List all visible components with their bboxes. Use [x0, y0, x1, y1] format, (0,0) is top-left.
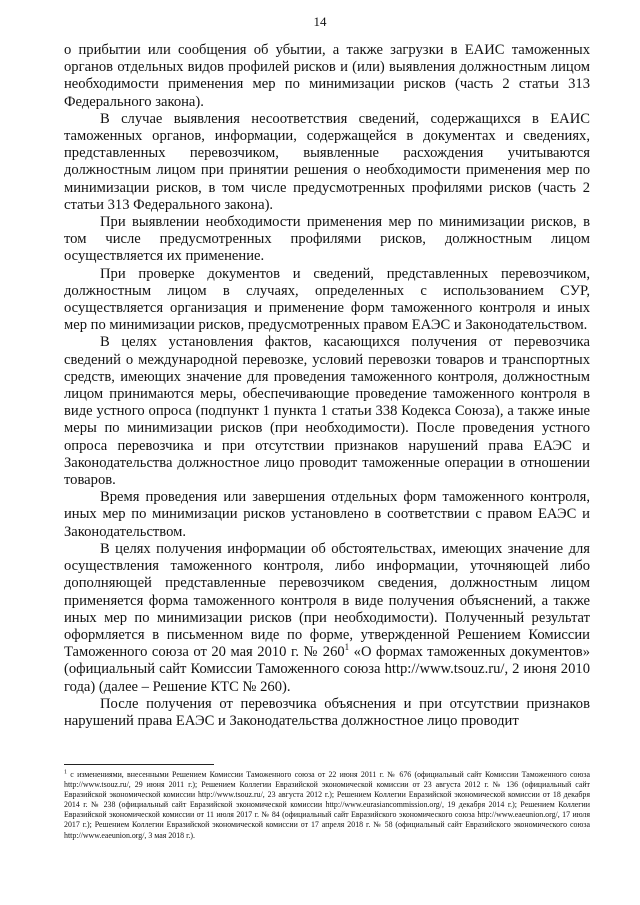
page-number: 14 — [313, 14, 327, 29]
footnote — [64, 770, 590, 841]
footnote-marker: 1 — [64, 769, 67, 776]
paragraph-6: Время проведения или завершения отдельных форм таможенного контроля, иных мер по минимизации рисков установлено в соответствии с правом ЕАЭС и Законодательством. — [64, 489, 590, 540]
paragraph-4: При проверке документов и сведений, представленных перевозчиком, должностным лицом в случаях, определенных с использованием СУР, осуществляется организация и применение форм таможенного контроля и иных мер по минимизации рисков, предусмотренных правом ЕАЭС и Законодательством. — [64, 265, 590, 334]
paragraph-5: В целях установления фактов, касающихся получения от перевозчика сведений о международной перевозке, условий перевозки товаров и транспортных средств, имеющих значение для проведения таможенного контроля, должностным лицом принимаются меры, обеспечивающие проведение таможенного контроля в виде устного опроса (подпункт 1 пункта 1 статьи 338 Кодекса Союза), а также иные меры по минимизации рисков (при необходимости). После проведения устного опроса перевозчика и при отсутствии признаков нарушений права ЕАЭС и Законодательства должностное лицо проводит таможенные операции в отношении товаров. — [64, 334, 590, 489]
paragraph-7-text-b: «О формах таможенных документов» (официальный сайт Комиссии Таможенного союза http://www.tsouz.ru/, 2 июня 2010 года) (далее – Решение КТС № 260). — [64, 644, 590, 695]
body-text — [64, 42, 590, 730]
footnote-separator — [64, 764, 214, 765]
paragraph-2: В случае выявления несоответствия сведений, содержащихся в ЕАИС таможенных органов, информации, содержащейся в документах и сведениях, представленных перевозчиком, выявленные расхождения учитываются должностным лицом при принятии решения о необходимости применения мер по минимизации рисков, в том числе предусмотренных профилями рисков (часть 2 статьи 313 Федерального закона). — [64, 110, 590, 213]
paragraph-8: После получения от перевозчика объяснения и при отсутствии признаков нарушений права ЕАЭС и Законодательства должностное лицо проводит — [64, 695, 590, 729]
paragraph-3: При выявлении необходимости применения мер по минимизации рисков, в том числе предусмотренных профилями рисков, должностным лицом осуществляется их применение. — [64, 214, 590, 265]
paragraph-7-text-a: В целях получения информации об обстоятельствах, имеющих значение для осуществления таможенного контроля, либо информации, уточняющей либо дополняющей представленные перевозчиком сведения, должностным лицом применяется форма таможенного контроля в виде получения объяснений, а также иных мер по минимизации рисков (при необходимости). Полученный результат оформляется в письменном виде по форме, утвержденной Решением Комиссии Таможенного союза от 20 мая 2010 г. № 260 — [64, 540, 590, 661]
footnote-text: с изменениями, внесенными Решением Комиссии Таможенного союза от 22 июня 2011 г. № 676 (официальный сайт Комиссии Таможенного союза http://www.tsouz.ru/, 29 июня 2011 г.); Решением Коллегии Евразийской экономической комиссии от 23 августа 2012 г. № 136 (официальный сайт Евразийской экономической комиссии http://www.tsouz.ru/, 23 августа 2012 г.); Решением Коллегии Евразийской экономической комиссии от 18 декабря 2014 г. № 238 (официальный сайт Евразийской экономической комиссии http://www.eurasiancommission.org/, 19 декабря 2014 г.); Решением Коллегии Евразийской экономической комиссии от 11 июля 2017 г. № 84 (официальный сайт Евразийского экономического союза http://www.eaeunion.org/, 17 июля 2017 г.); Решением Коллегии Евразийской экономической комиссии от 17 апреля 2018 г. № 58 (официальный сайт Евразийского экономического союза http://www.eaeunion.org/, 3 мая 2018 г.). — [64, 770, 590, 840]
paragraph-7 — [64, 541, 590, 696]
paragraph-1: о прибытии или сообщения об убытии, а также загрузки в ЕАИС таможенных органов отдельных видов профилей рисков и (или) выявления должностным лицом необходимости применения мер по минимизации рисков (часть 2 статьи 313 Федерального закона). — [64, 42, 590, 110]
footnote-ref-marker[interactable]: 1 — [344, 642, 350, 653]
